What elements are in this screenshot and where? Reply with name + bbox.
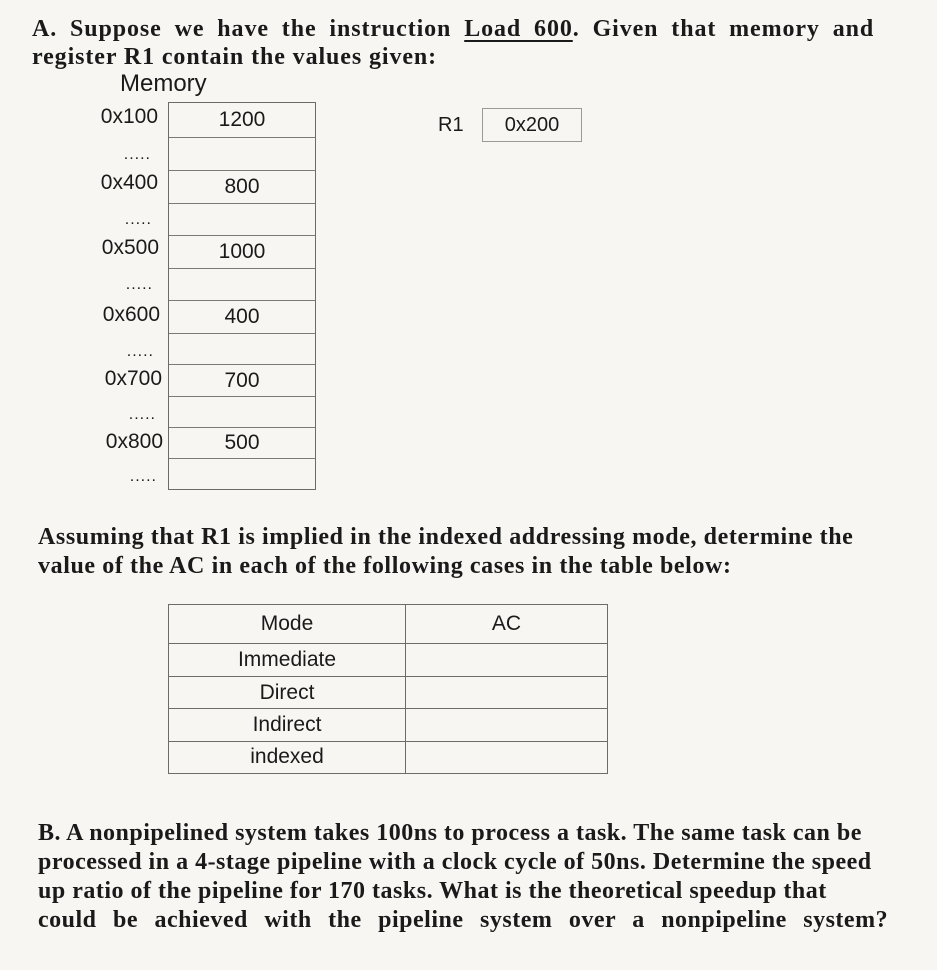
mode-cell: Indirect (169, 709, 406, 741)
table-row (169, 709, 608, 741)
memory-address: 0x400 (100, 171, 158, 194)
assumption-line-2: value of the AC in each of the following cases in the table below: (38, 553, 732, 579)
memory-cell: 1000 (169, 236, 315, 269)
memory-cell-empty (169, 334, 315, 365)
memory-address: 0x500 (101, 236, 159, 259)
assumption-line-1: Assuming that R1 is implied in the indexed addressing mode, determine the (38, 524, 854, 550)
question-b-line-2: processed in a 4-stage pipeline with a clock cycle of 50ns. Determine the speed (38, 849, 872, 875)
question-a-line-2: register R1 contain the values given: (32, 44, 438, 70)
ac-cell-empty (406, 741, 608, 773)
memory-ellipsis: ..... (124, 211, 152, 228)
memory-ellipsis: ..... (126, 343, 154, 360)
memory-ellipsis: ..... (123, 146, 151, 163)
mode-cell: indexed (169, 741, 406, 773)
memory-cell: 400 (169, 301, 315, 334)
memory-cell-empty (169, 269, 315, 301)
memory-cell-empty (169, 138, 315, 171)
memory-address: 0x100 (100, 105, 158, 128)
header-ac: AC (406, 605, 608, 644)
question-a-line-1 (32, 16, 874, 43)
instruction-text: Load 600 (464, 16, 573, 42)
question-b-line-4: could be achieved with the pipeline system over a nonpipeline system? (38, 907, 889, 933)
memory-cell-empty (169, 204, 315, 236)
table-header-row (169, 605, 608, 644)
table-row (169, 676, 608, 708)
register-value: 0x200 (482, 108, 582, 142)
memory-address: 0x700 (104, 367, 162, 390)
memory-address: 0x600 (102, 303, 160, 326)
ac-cell-empty (406, 709, 608, 741)
memory-ellipsis: ..... (129, 468, 157, 485)
memory-ellipsis: ..... (128, 406, 156, 423)
memory-ellipsis: ..... (125, 276, 153, 293)
memory-cell-empty (169, 459, 315, 489)
header-mode: Mode (169, 605, 406, 644)
memory-cell: 700 (169, 365, 315, 397)
memory-title: Memory (120, 70, 207, 97)
memory-cell: 500 (169, 428, 315, 459)
memory-cell: 1200 (169, 103, 315, 138)
question-b-line-3: up ratio of the pipeline for 170 tasks. What is the theoretical speedup that (38, 878, 827, 904)
register-label: R1 (438, 114, 464, 136)
ac-table (168, 604, 608, 774)
ac-cell-empty (406, 644, 608, 676)
table-row (169, 741, 608, 773)
memory-grid (168, 102, 316, 490)
table-row (169, 644, 608, 676)
mode-cell: Immediate (169, 644, 406, 676)
mode-cell: Direct (169, 676, 406, 708)
question-a-prefix: A. Suppose we have the instruction (32, 16, 465, 42)
memory-cell-empty (169, 397, 315, 428)
ac-cell-empty (406, 676, 608, 708)
memory-cell: 800 (169, 171, 315, 204)
memory-address: 0x800 (105, 430, 163, 453)
question-a-suffix: . Given that memory and (572, 16, 875, 42)
question-b-line-1: B. A nonpipelined system takes 100ns to process a task. The same task can be (38, 820, 862, 846)
